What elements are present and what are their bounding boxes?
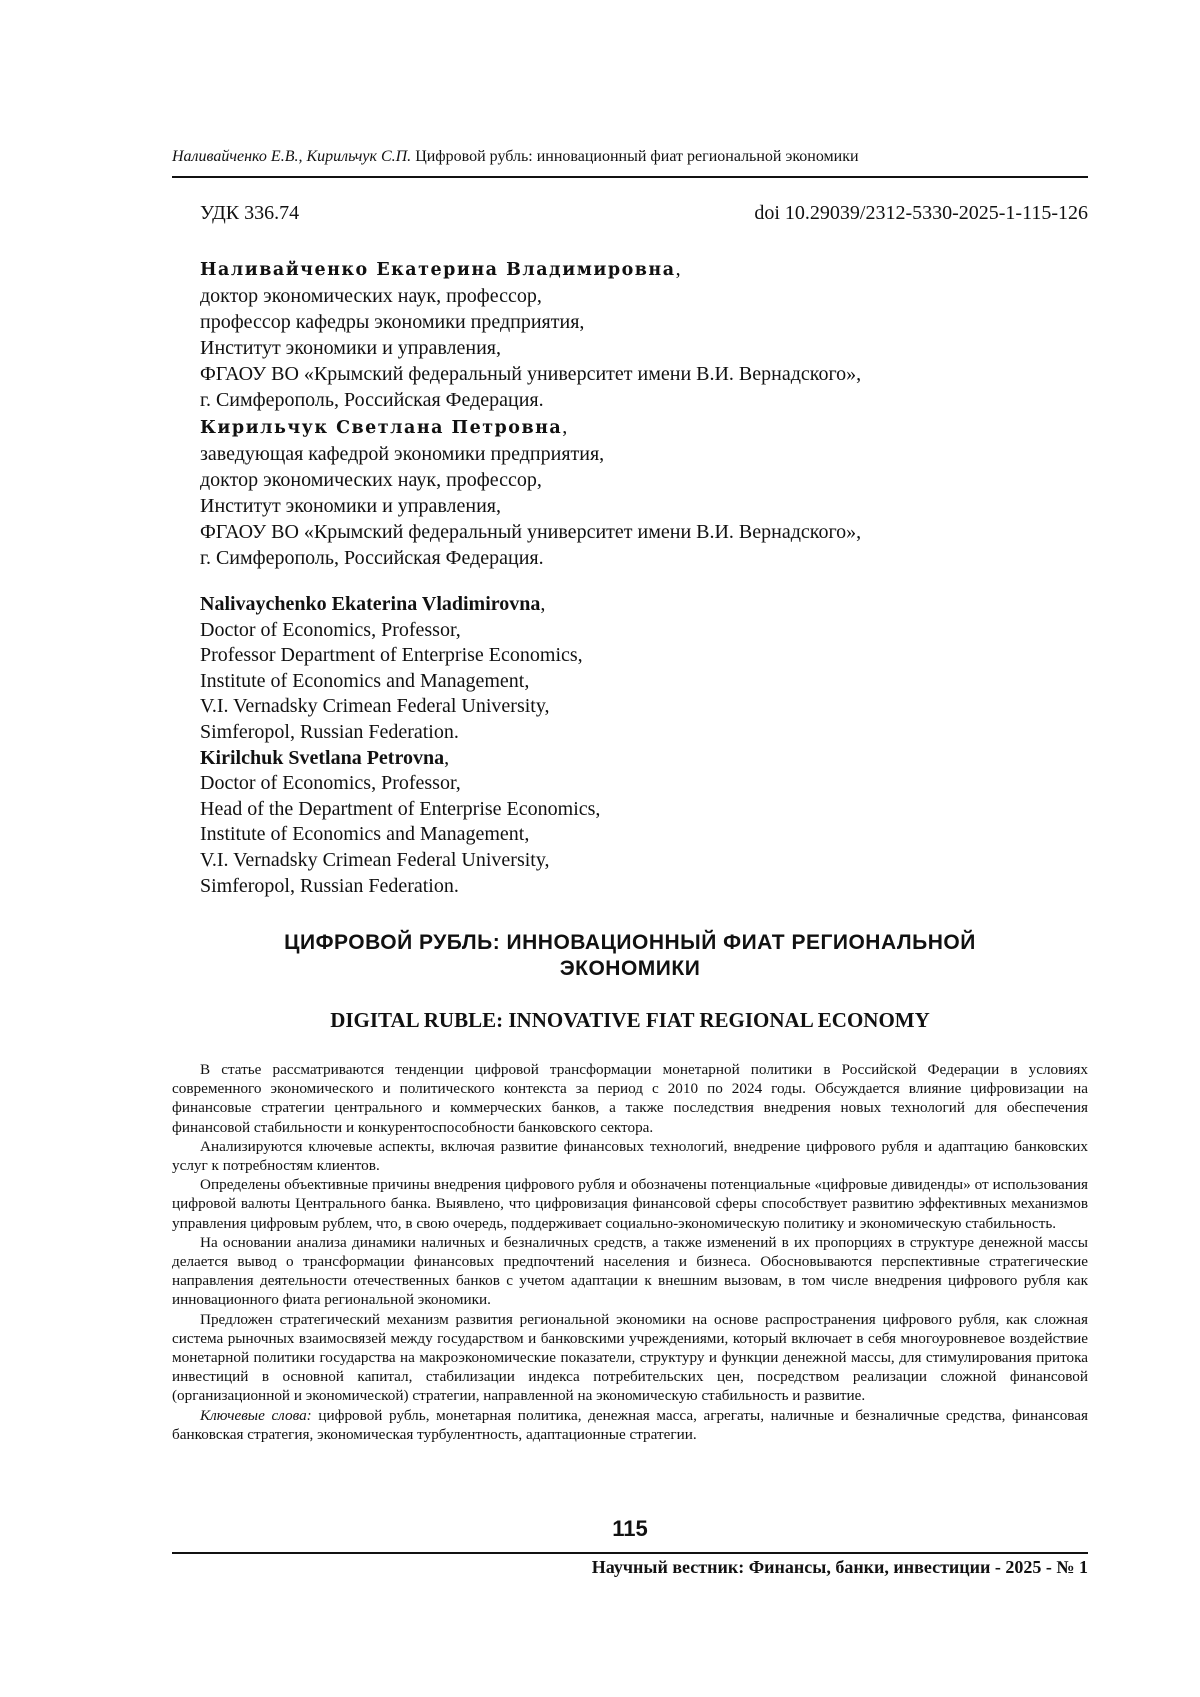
abstract-paragraph: Определены объективные причины внедрения цифрового рубля и обозначены потенциальные «цифровые дивиденды» от использования цифровой валюты Центрального банка. Выявлено, что цифровизация финансовой сферы способствует развитию эффективных механизмов управления цифровым рублем, что, в свою очередь, поддерживает социально-экономическую политику и экономическую стабильность. [172,1176,1088,1232]
author-affiliations-ru [200,256,1088,571]
affiliation-line: доктор экономических наук, профессор, [200,285,542,308]
udk-code: УДК 336.74 [200,202,300,224]
abstract-paragraph: В статье рассматриваются тенденции цифровой трансформации монетарной политики в Российской Федерации в условиях современного экономического и политического контекста за период с 2010 по 2024 годы. Обсуждается влияние цифровизации на финансовые стратегии центрального и коммерческих банков, а также последствия внедрения новых технологий для обеспечения финансовой стабильности и конкурентоспособности банковского сектора. [172,1061,1088,1136]
keywords-text: цифровой рубль, монетарная политика, денежная масса, агрегаты, наличные и безналичные средства, финансовая банковская стратегия, экономическая турбулентность, адаптационные стратегии. [172,1406,1089,1443]
author-name: Nalivaychenko Ekaterina Vladimirovna [200,593,541,615]
keywords-label: Ключевые слова: [200,1406,312,1424]
affiliation-line: Simferopol, Russian Federation. [200,874,459,897]
affiliation-line: доктор экономических наук, профессор, [200,468,542,491]
author-name: Кирильчук Светлана Петровна [200,417,563,438]
running-head-title: Цифровой рубль: инновационный фиат региональной экономики [415,148,859,165]
affiliation-line: профессор кафедры экономики предприятия, [200,311,585,334]
author-1-en: Nalivaychenko Ekaterina Vladimirovna, [200,593,546,615]
author-name: Kirilchuk Svetlana Petrovna [200,746,445,769]
meta-line [200,202,1088,225]
author-1-ru: Наливайченко Екатерина Владимировна, [200,258,681,280]
affiliation-line: заведующая кафедрой экономики предприятия, [200,442,605,465]
affiliation-line: Doctor of Economics, Professor, [200,772,461,795]
keywords [172,1406,1088,1444]
affiliation-line: Институт экономики и управления, [200,337,501,360]
author-name: Наливайченко Екатерина Владимировна [200,260,676,280]
affiliation-line: ФГАОУ ВО «Крымский федеральный университет имени В.И. Вернадского», [200,520,862,543]
affiliation-line: Doctor of Economics, Professor, [200,618,461,641]
affiliation-line: Институт экономики и управления, [200,494,501,517]
affiliation-line: ФГАОУ ВО «Крымский федеральный университет имени В.И. Вернадского», [200,363,862,386]
page-number: 115 [612,1516,648,1541]
title-ru-line: ЦИФРОВОЙ РУБЛЬ: ИННОВАЦИОННЫЙ ФИАТ РЕГИОНАЛЬНОЙ [284,931,976,954]
abstract-paragraph: На основании анализа динамики наличных и безналичных средств, а также изменений в их пропорциях в структуре денежной массы делается вывод о трансформации финансовых предпочтений населения и бизнеса. Обосновываются перспективные стратегические направления деятельности отечественных банков с учетом адаптации к внешним вызовам, в том числе внедрения цифрового рубля как инновационного фиата региональной экономики. [172,1233,1088,1309]
journal-footer: Научный вестник: Финансы, банки, инвестиции - 2025 - № 1 [591,1557,1088,1577]
affiliation-line: Professor Department of Enterprise Economics, [200,644,583,667]
author-2-en: Kirilchuk Svetlana Petrovna, [200,746,450,769]
affiliation-line: Simferopol, Russian Federation. [200,720,459,743]
author-2-ru: Кирильчук Светлана Петровна, [200,415,568,438]
article-title-ru [172,930,1088,982]
footer-divider [172,1552,1088,1554]
article-title-en: DIGITAL RUBLE: INNOVATIVE FIAT REGIONAL ECONOMY [330,1008,930,1032]
doi: doi 10.29039/2312-5330-2025-1-115-126 [754,202,1088,224]
title-ru-line: ЭКОНОМИКИ [559,957,701,980]
affiliation-line: г. Симферополь, Российская Федерация. [200,389,544,412]
abstract-paragraph: Анализируются ключевые аспекты, включая развитие финансовых технологий, внедрение цифрового рубля и адаптацию банковских услуг к потребностям клиентов. [172,1137,1088,1175]
affiliation-line: V.I. Vernadsky Crimean Federal University, [200,848,550,871]
running-head-authors: Наливайченко Е.В., Кирильчук С.П. [172,148,412,165]
affiliation-line: Head of the Department of Enterprise Economics, [200,797,601,820]
affiliation-line: г. Симферополь, Российская Федерация. [200,547,544,570]
affiliation-line: Institute of Economics and Management, [200,823,530,846]
running-head [172,148,1088,178]
affiliation-line: Institute of Economics and Management, [200,669,530,692]
author-affiliations-en [200,592,1088,899]
abstract-paragraph: Предложен стратегический механизм развития региональной экономики на основе распространения цифрового рубля, как сложная система рыночных взаимосвязей между государством и банковскими учреждениями, который включает в себя многоуровневое воздействие монетарной политики государства на макроэкономические показатели, структуру и функции денежной массы, для стимулирования притока инвестиций в основной капитал, стабилизации индекса потребительских цен, посредством реализации сложной финансовой (организационной и экономической) стратегии, направленной на экономическую стабильность и развитие. [172,1310,1088,1405]
abstract [172,1060,1088,1444]
affiliation-line: V.I. Vernadsky Crimean Federal University, [200,695,550,718]
